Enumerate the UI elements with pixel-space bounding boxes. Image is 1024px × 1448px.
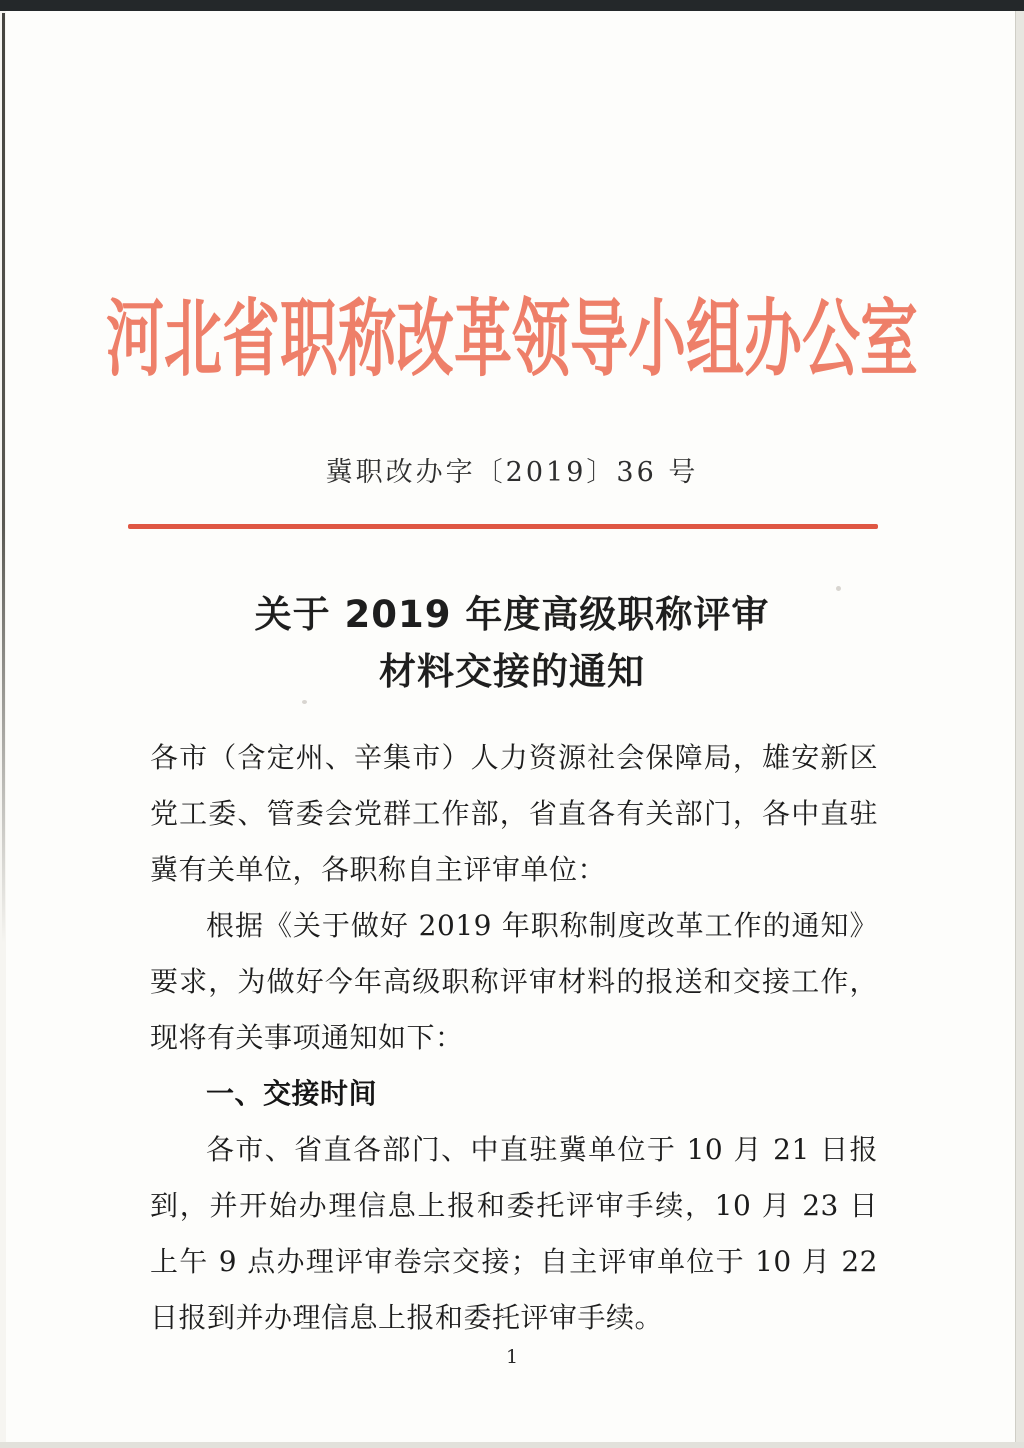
letterhead-divider-line	[128, 524, 878, 529]
scan-edge-right	[1015, 11, 1024, 1448]
scan-edge-top	[0, 0, 1024, 11]
body-paragraph-basis: 根据《关于做好 2019 年职称制度改革工作的通知》要求，为做好今年高级职称评审材料的报送和交接工作，现将有关事项通知如下：	[150, 909, 878, 1054]
body-paragraph-schedule: 各市、省直各部门、中直驻冀单位于 10 月 21 日报到，并开始办理信息上报和委托评审手续，10 月 23 日上午 9 点办理评审卷宗交接；自主评审单位于 10 月 22 日报到并办理信息上报和委托评审手续。	[150, 1133, 878, 1334]
letterhead-org-name: 河北省职称改革领导小组办公室	[105, 289, 918, 389]
doc-number: 冀职改办字〔2019〕36 号	[325, 457, 699, 488]
document-title-line2: 材料交接的通知	[379, 650, 645, 693]
scan-edge-bottom	[0, 1442, 1024, 1448]
section-heading-handover-time: 一、交接时间	[206, 1077, 378, 1110]
scan-speck	[302, 700, 307, 704]
document-title	[0, 586, 1024, 700]
document-body	[150, 730, 878, 1346]
body-paragraph-addressees: 各市（含定州、辛集市）人力资源社会保障局，雄安新区党工委、管委会党群工作部，省直各有关部门，各中直驻冀有关单位，各职称自主评审单位：	[150, 741, 878, 886]
document-title-line1: 关于 2019 年度高级职称评审	[254, 593, 770, 636]
page-number: 1	[505, 1346, 519, 1368]
